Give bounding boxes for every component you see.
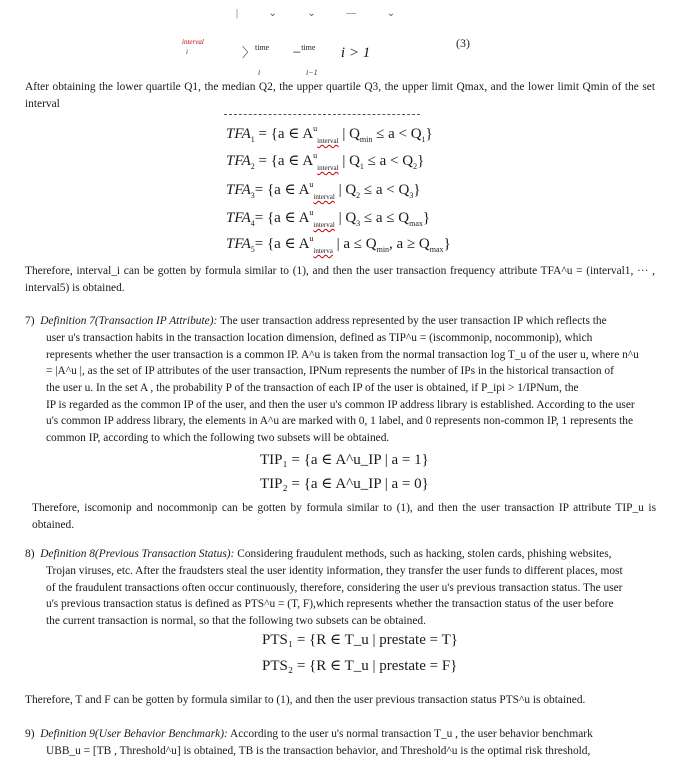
tfa-lhs-subscript: 2 bbox=[250, 162, 255, 171]
definition-8-line-5: the current transaction is normal, so that the following two subsets can be obtained. bbox=[46, 615, 426, 627]
tfa-superscript: u bbox=[313, 124, 318, 133]
equation-fragment-marks: | ⌄ ⌄ — ⌄ bbox=[236, 8, 410, 19]
tfa-rest-subscript: 3 bbox=[409, 191, 414, 200]
tfa-condition-subscript: min bbox=[376, 245, 390, 254]
tfa-set-close: } bbox=[422, 210, 431, 226]
equation-3: 〉$^{time}$ −$^{time}$ i > 1 bbox=[242, 43, 371, 61]
equation-number-3: (3) bbox=[456, 36, 470, 50]
definition-7-line-5: IP is regarded as the common IP of the user, and then the user u's common IP address library is established. According to the user bbox=[46, 399, 635, 411]
tip-equation-2: TIP₂ = {a ∈ A^u_IP | a = 0} bbox=[260, 476, 429, 492]
tfa-condition: | Q bbox=[338, 126, 360, 142]
tfa-condition-subscript: 1 bbox=[359, 162, 364, 171]
tfa-set-open: = {a ∈ A bbox=[254, 126, 314, 142]
tfa-lhs-subscript: 1 bbox=[250, 135, 255, 144]
definition-9-line-1: According to the user u's normal transaction T_u , the user behavior benchmark bbox=[230, 728, 593, 740]
tfa-set-open: = {a ∈ A bbox=[254, 210, 310, 226]
tfa-set-close: } bbox=[417, 153, 425, 169]
tfa-condition-rest: ≤ a < Q bbox=[372, 126, 422, 142]
definition-7-title: Definition 7(Transaction IP Attribute): bbox=[40, 315, 218, 327]
time-sub-i-minus-1: i−1 bbox=[306, 68, 318, 77]
tfa-lhs-subscript: 5 bbox=[250, 245, 255, 254]
definition-9-line-2: UBB_u = [TB , Threshold^u] is obtained, TB is the transaction behavior, and Threshold^u is the optimal risk threshold, bbox=[46, 745, 591, 757]
tfa-superscript: u bbox=[309, 180, 314, 189]
tfa-condition-rest: , a ≥ Q bbox=[389, 236, 430, 252]
tfa-rest-subscript: max bbox=[429, 245, 444, 254]
tfa-condition-subscript: 3 bbox=[356, 219, 361, 228]
tfa-condition-subscript: min bbox=[359, 135, 373, 144]
tfa-interval-subscript: interval bbox=[317, 137, 339, 145]
definition-9-number: 9) bbox=[25, 728, 35, 740]
interval-index: i bbox=[186, 48, 188, 56]
definition-7-line-2: represents whether the user transaction is a common IP. A^u is taken from the normal transaction log T_u of the user u, where n^u bbox=[46, 349, 639, 361]
definition-7-line-3: = |A^u |, as the set of IP attributes of the user transaction, IPNum represents the number of IPs in the historical transaction of bbox=[46, 365, 614, 377]
definition-8-line-4: u's previous transaction status is defined as PTS^u = (T, F),which represents whether the transaction status of the user before bbox=[46, 598, 614, 610]
tfa-condition: | Q bbox=[334, 210, 357, 226]
tfa-equation-5 bbox=[226, 234, 451, 255]
tfa-rest-subscript: max bbox=[409, 219, 423, 228]
tfa-set-close: } bbox=[413, 182, 421, 198]
tfa-equation-1 bbox=[226, 124, 433, 145]
definition-7-intro: The user transaction address represented by the user transaction IP which reflects the bbox=[219, 315, 607, 327]
tfa-condition-subscript: 2 bbox=[356, 191, 361, 200]
tfa-condition-rest: ≤ a < Q bbox=[360, 182, 410, 198]
dashed-rule bbox=[224, 114, 420, 115]
tfa-superscript: u bbox=[313, 151, 318, 160]
tfa-lhs-subscript: 4 bbox=[250, 219, 255, 228]
tfa-condition-rest: ≤ a ≤ Q bbox=[360, 210, 410, 226]
tfa-condition: | Q bbox=[338, 153, 360, 169]
tfa-condition: | Q bbox=[334, 182, 357, 198]
tfa-condition-rest: ≤ a < Q bbox=[363, 153, 414, 169]
time-sub-i: i bbox=[258, 68, 261, 77]
pts-equation-2: PTS₂ = {R ∈ T_u | prestate = F} bbox=[262, 658, 458, 674]
definition-8-line-1: Considering fraudulent methods, such as hacking, stolen cards, phishing websites, bbox=[237, 548, 612, 560]
tfa-interval-subscript: interva bbox=[313, 247, 333, 255]
definition-9-title: Definition 9(User Behavior Benchmark): bbox=[40, 728, 228, 740]
definition-7-line-1: user u's transaction habits in the transaction location dimension, defined as TIP^u = (iscommonip, nocommonip), which bbox=[46, 332, 593, 344]
paragraph-quartiles: After obtaining the lower quartile Q1, the median Q2, the upper quartile Q3, the upper limit Qmax, and the lower limit Qmin of the set interval bbox=[25, 81, 655, 110]
definition-8 bbox=[25, 546, 655, 563]
pts-equation-1: PTS₁ = {R ∈ T_u | prestate = T} bbox=[262, 632, 458, 648]
tfa-equation-4 bbox=[226, 208, 430, 229]
tfa-lhs: TFA bbox=[226, 153, 251, 169]
tfa-interval-subscript: interval bbox=[313, 193, 335, 201]
tfa-rest-subscript: 1 bbox=[421, 135, 426, 144]
tfa-lhs: TFA bbox=[226, 182, 251, 198]
tfa-set-close: } bbox=[443, 236, 451, 252]
definition-8-title: Definition 8(Previous Transaction Status): bbox=[40, 548, 235, 560]
definition-7 bbox=[25, 313, 655, 330]
tfa-set-open: = {a ∈ A bbox=[254, 153, 314, 169]
interval-label: interval bbox=[182, 38, 204, 46]
tfa-lhs-subscript: 3 bbox=[250, 191, 255, 200]
definition-9 bbox=[25, 726, 655, 743]
paragraph-tfa-result: Therefore, interval_i can be gotten by formula similar to (1), and then the user transaction frequency attribute TFA^u = (interval1, ··· , interval5) is obtained. bbox=[25, 265, 655, 294]
tfa-lhs: TFA bbox=[226, 210, 251, 226]
definition-8-conclusion: Therefore, T and F can be gotten by formula similar to (1), and then the user previous transaction status PTS^u is obtained. bbox=[25, 694, 586, 706]
tfa-lhs: TFA bbox=[226, 126, 251, 142]
definition-8-number: 8) bbox=[25, 548, 35, 560]
tfa-set-open: = {a ∈ A bbox=[254, 236, 310, 252]
tfa-set-close: } bbox=[425, 126, 433, 142]
tfa-equation-3 bbox=[226, 180, 421, 201]
tfa-lhs: TFA bbox=[226, 236, 251, 252]
definition-7-line-6: u's common IP address library, the elements in A^u are marked with 0, 1 label, and 0 represents non-common IP, 1 represents the bbox=[46, 415, 634, 427]
definition-7-line-4: the user u. In the set A , the probability P of the transaction of each IP of the user is obtained, if P_ipi > 1/IPNum, the bbox=[46, 382, 579, 394]
tfa-set-open: = {a ∈ A bbox=[254, 182, 310, 198]
tfa-interval-subscript: interval bbox=[317, 164, 339, 172]
tfa-rest-subscript: 2 bbox=[413, 162, 418, 171]
tfa-superscript: u bbox=[309, 208, 314, 217]
definition-7-number: 7) bbox=[25, 315, 35, 327]
definition-7-line-7: common IP, according to which the following two subsets will be obtained. bbox=[46, 432, 390, 444]
definition-7-conclusion: Therefore, iscomonip and nocommonip can be gotten by formula similar to (1), and then the user transaction IP attribute TIP_u is obtained. bbox=[32, 502, 656, 531]
definition-8-line-2: Trojan viruses, etc. After the fraudsters steal the user identity information, they transfer the user funds to different places, most bbox=[46, 565, 623, 577]
tfa-equation-2 bbox=[226, 151, 424, 172]
definition-8-line-3: of the fraudulent transactions often occur continuously, therefore, considering the user u's previous transaction status. The user bbox=[46, 582, 623, 594]
tfa-interval-subscript: interval bbox=[313, 221, 335, 229]
tfa-condition: | a ≤ Q bbox=[332, 236, 377, 252]
tfa-superscript: u bbox=[309, 234, 314, 243]
tip-equation-1: TIP₁ = {a ∈ A^u_IP | a = 1} bbox=[260, 452, 429, 468]
